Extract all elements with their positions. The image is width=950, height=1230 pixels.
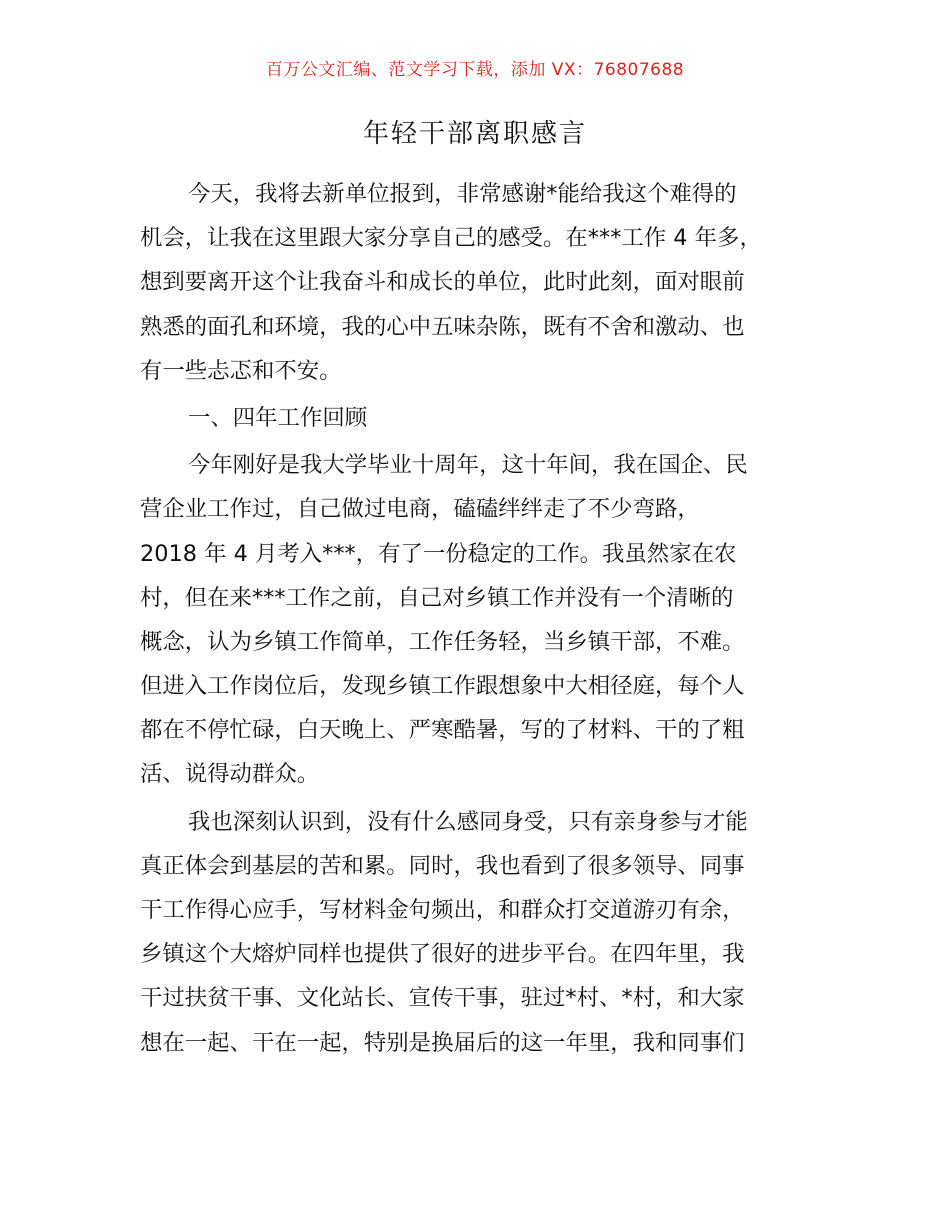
text-line: 营企业工作过，自己做过电商，磕磕绊绊走了不少弯路， — [140, 496, 700, 523]
document-body — [140, 172, 812, 1065]
text-line: 想到要离开这个让我奋斗和成长的单位，此时此刻，面对眼前 — [140, 269, 745, 296]
section-heading-text: 一、四年工作回顾 — [188, 404, 368, 431]
text-line: 想在一起、干在一起，特别是换届后的这一年里，我和同事们 — [140, 1029, 745, 1056]
paragraph-reflection — [140, 800, 812, 1065]
text-line: 乡镇这个大熔炉同样也提供了很好的进步平台。在四年里，我 — [140, 941, 745, 968]
text-line: 真正体会到基层的苦和累。同时，我也看到了很多领导、同事 — [140, 852, 745, 879]
text-line: 今年刚好是我大学毕业十周年，这十年间，我在国企、民 — [188, 452, 748, 479]
text-line: 都在不停忙碌，白天晚上、严寒酷暑，写的了材料、干的了粗 — [140, 717, 745, 744]
paragraph-intro — [140, 172, 812, 393]
text-line: 今天，我将去新单位报到，非常感谢*能给我这个难得的 — [188, 181, 737, 207]
text-line: 2018 年 4 月考入***，有了一份稳定的工作。我虽然家在农 — [140, 540, 737, 567]
text-line: 干过扶贫干事、文化站长、宣传干事，驻过*村、*村，和大家 — [140, 985, 745, 1012]
text-line: 熟悉的面孔和环境，我的心中五味杂陈，既有不舍和激动、也 — [140, 313, 745, 340]
text-line: 活、说得动群众。 — [140, 761, 320, 788]
section-heading — [140, 396, 812, 440]
text-line: 干工作得心应手，写材料金句频出，和群众打交道游刃有余， — [140, 897, 745, 923]
text-line: 村，但在来***工作之前，自己对乡镇工作并没有一个清晰的 — [140, 584, 734, 611]
text-line: 我也深刻认识到，没有什么感同身受，只有亲身参与才能 — [188, 808, 748, 835]
document-title: 年轻干部离职感言 — [362, 119, 587, 149]
header-contact-note: 百万公文汇编、范文学习下载，添加 VX：76807688 — [265, 60, 685, 80]
text-line: 机会，让我在这里跟大家分享自己的感受。在***工作 4 年多， — [140, 225, 762, 252]
paragraph-review — [140, 443, 812, 797]
text-line: 但进入工作岗位后，发现乡镇工作跟想象中大相径庭，每个人 — [140, 673, 745, 700]
text-line: 概念，认为乡镇工作简单，工作任务轻，当乡镇干部，不难。 — [140, 628, 745, 655]
text-line: 有一些忐忑和不安。 — [140, 357, 342, 384]
